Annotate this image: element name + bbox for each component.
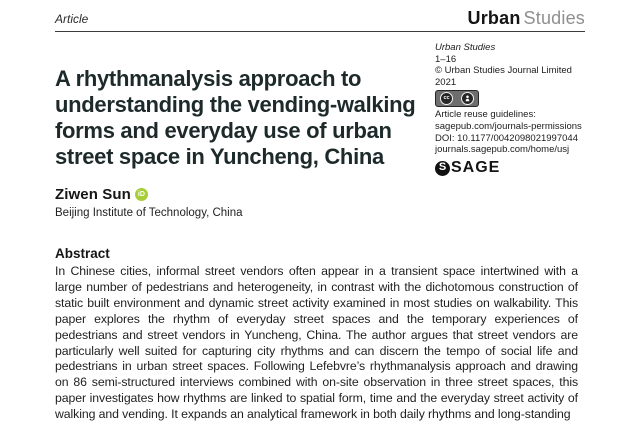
sidebar-journal-name: Urban Studies [435, 42, 496, 53]
sidebar-page-range: 1–16 [435, 53, 457, 65]
journal-logo-light: Studies [523, 8, 585, 28]
header-divider [55, 31, 585, 32]
sage-logo [435, 161, 595, 176]
journal-home-link[interactable]: journals.sagepub.com/home/usj [435, 144, 570, 156]
reuse-guidelines-label: Article reuse guidelines: [435, 109, 536, 121]
title-block [55, 66, 437, 219]
abstract-section [55, 246, 578, 423]
sidebar-copyright: © Urban Studies Journal Limited 2021 [435, 65, 572, 88]
abstract-heading: Abstract [55, 246, 110, 261]
author-row [55, 186, 437, 203]
author-name: Ziwen Sun [55, 186, 131, 203]
orcid-icon[interactable]: iD [135, 188, 148, 201]
by-person-icon [461, 92, 474, 105]
doi-text: DOI: 10.1177/0042098021997044 [435, 132, 578, 144]
sage-s-icon: S [435, 161, 450, 176]
sage-logo-text: SAGE [451, 159, 501, 177]
journal-logo-bold: Urban [467, 8, 521, 28]
cc-by-license-badge[interactable] [435, 90, 479, 107]
journal-logo [468, 8, 585, 29]
article-type-label: Article [55, 12, 89, 26]
permissions-link[interactable]: sagepub.com/journals-permissions [435, 120, 582, 132]
page-header [55, 8, 585, 30]
abstract-text: In Chinese cities, informal street vendors often appear in a transient space intertwined with a large number of pedestrians and heterogeneity, in contrast with the dichotomous construction of static built environment and dynamic street activity examined in most studies on walkability. This paper explores the rhythm of everyday street spaces and the temporary experiences of pedestrians and street vendors in Yuncheng, China. The author argues that street vendors are particularly well suited for capturing city rhythms and can discern the tempo of social life and pedestrians in urban street spaces. Following Lefebvre’s rhythmanalysis approach and drawing on 86 semi-structured interviews combined with on-site observation in three street spaces, this paper investigates how rhythms are linked to spatial form, time and the everyday street activity of walking and vending. It expands an analytical framework in both daily rhythms and long-standing [55, 264, 578, 422]
article-title: A rhythmanalysis approach to understanding the vending-walking forms and everyday use of urban street space in Yuncheng, China [55, 66, 416, 169]
author-affiliation: Beijing Institute of Technology, China [55, 207, 243, 219]
journal-info-sidebar [435, 42, 595, 176]
cc-icon: cc [440, 92, 453, 105]
